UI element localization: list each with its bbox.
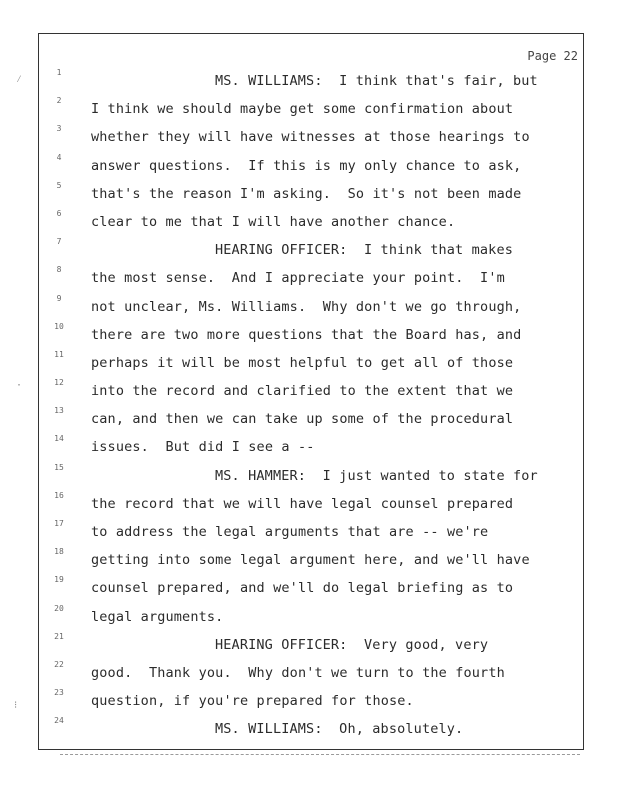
line-text: legal arguments. bbox=[91, 608, 224, 625]
line-number: 23 bbox=[54, 688, 64, 698]
line-text: I think we should maybe get some confirmation about bbox=[91, 101, 514, 118]
bottom-scan-artifact bbox=[60, 754, 580, 755]
line-number: 15 bbox=[54, 462, 64, 472]
line-number: 22 bbox=[54, 659, 64, 669]
transcript-line bbox=[0, 546, 618, 574]
transcript-line bbox=[0, 95, 618, 123]
line-text: getting into some legal argument here, and we'll have bbox=[91, 552, 530, 569]
line-number: 7 bbox=[56, 237, 62, 247]
line-number: 8 bbox=[56, 265, 62, 275]
line-number: 13 bbox=[54, 406, 64, 416]
line-number: 6 bbox=[56, 208, 62, 218]
transcript-line bbox=[0, 574, 618, 602]
line-text: perhaps it will be most helpful to get all of those bbox=[91, 354, 514, 371]
line-number: 1 bbox=[56, 68, 62, 77]
transcript-line bbox=[0, 462, 618, 490]
line-text: that's the reason I'm asking. So it's not been made bbox=[91, 185, 522, 202]
transcript-line bbox=[0, 518, 618, 546]
line-number: 20 bbox=[54, 603, 64, 613]
transcript-line bbox=[0, 433, 618, 461]
margin-mark: · bbox=[16, 380, 23, 391]
transcript-line bbox=[0, 349, 618, 377]
transcript-line bbox=[0, 490, 618, 518]
line-text: MS. HAMMER: I just wanted to state for bbox=[215, 467, 538, 484]
transcript-line bbox=[0, 715, 618, 743]
line-number: 5 bbox=[56, 180, 62, 190]
line-text: question, if you're prepared for those. bbox=[91, 693, 414, 710]
transcript-body bbox=[0, 67, 618, 744]
line-text: answer questions. If this is my only chance to ask, bbox=[91, 157, 522, 174]
line-number: 9 bbox=[56, 293, 62, 303]
line-text: not unclear, Ms. Williams. Why don't we go through, bbox=[91, 298, 522, 315]
line-text: can, and then we can take up some of the procedural bbox=[91, 411, 514, 428]
page-number: Page 22 bbox=[527, 49, 578, 63]
margin-mark: ⁄ bbox=[16, 74, 23, 85]
transcript-line bbox=[0, 67, 618, 95]
line-number: 24 bbox=[54, 716, 64, 726]
line-text: counsel prepared, and we'll do legal briefing as to bbox=[91, 580, 514, 597]
line-text: MS. WILLIAMS: I think that's fair, but bbox=[215, 73, 538, 89]
transcript-line bbox=[0, 152, 618, 180]
line-text: HEARING OFFICER: Very good, very bbox=[215, 636, 489, 653]
line-number: 12 bbox=[54, 378, 64, 388]
transcript-line bbox=[0, 687, 618, 715]
line-number: 16 bbox=[54, 490, 64, 500]
line-number: 3 bbox=[56, 124, 62, 134]
transcript-line bbox=[0, 377, 618, 405]
line-text: the most sense. And I appreciate your point. I'm bbox=[91, 270, 505, 287]
line-text: HEARING OFFICER: I think that makes bbox=[215, 242, 513, 259]
line-number: 18 bbox=[54, 547, 64, 557]
transcript-line bbox=[0, 321, 618, 349]
line-text: issues. But did I see a -- bbox=[91, 439, 315, 456]
line-number: 11 bbox=[54, 349, 64, 359]
line-number: 2 bbox=[56, 96, 62, 106]
line-number: 10 bbox=[54, 321, 64, 331]
line-text: good. Thank you. Why don't we turn to the fourth bbox=[91, 664, 505, 681]
transcript-line bbox=[0, 603, 618, 631]
transcript-line bbox=[0, 631, 618, 659]
transcript-line bbox=[0, 123, 618, 151]
line-number: 21 bbox=[54, 631, 64, 641]
transcript-line bbox=[0, 236, 618, 264]
line-text: to address the legal arguments that are -- we're bbox=[91, 524, 489, 540]
line-number: 14 bbox=[54, 434, 64, 444]
line-text: the record that we will have legal counsel prepared bbox=[91, 495, 514, 512]
line-number: 17 bbox=[54, 519, 64, 528]
transcript-line bbox=[0, 659, 618, 687]
transcript-line bbox=[0, 264, 618, 292]
line-text: MS. WILLIAMS: Oh, absolutely. bbox=[215, 721, 464, 738]
line-number: 19 bbox=[54, 575, 64, 585]
line-number: 4 bbox=[56, 152, 62, 162]
margin-mark: ⁝ bbox=[14, 700, 18, 711]
transcript-line bbox=[0, 208, 618, 236]
line-text: into the record and clarified to the extent that we bbox=[91, 383, 514, 400]
line-text: there are two more questions that the Board has, and bbox=[91, 326, 522, 343]
line-text: whether they will have witnesses at those hearings to bbox=[91, 129, 530, 146]
transcript-line bbox=[0, 180, 618, 208]
transcript-line bbox=[0, 293, 618, 321]
transcript-line bbox=[0, 405, 618, 433]
line-text: clear to me that I will have another chance. bbox=[91, 213, 456, 230]
